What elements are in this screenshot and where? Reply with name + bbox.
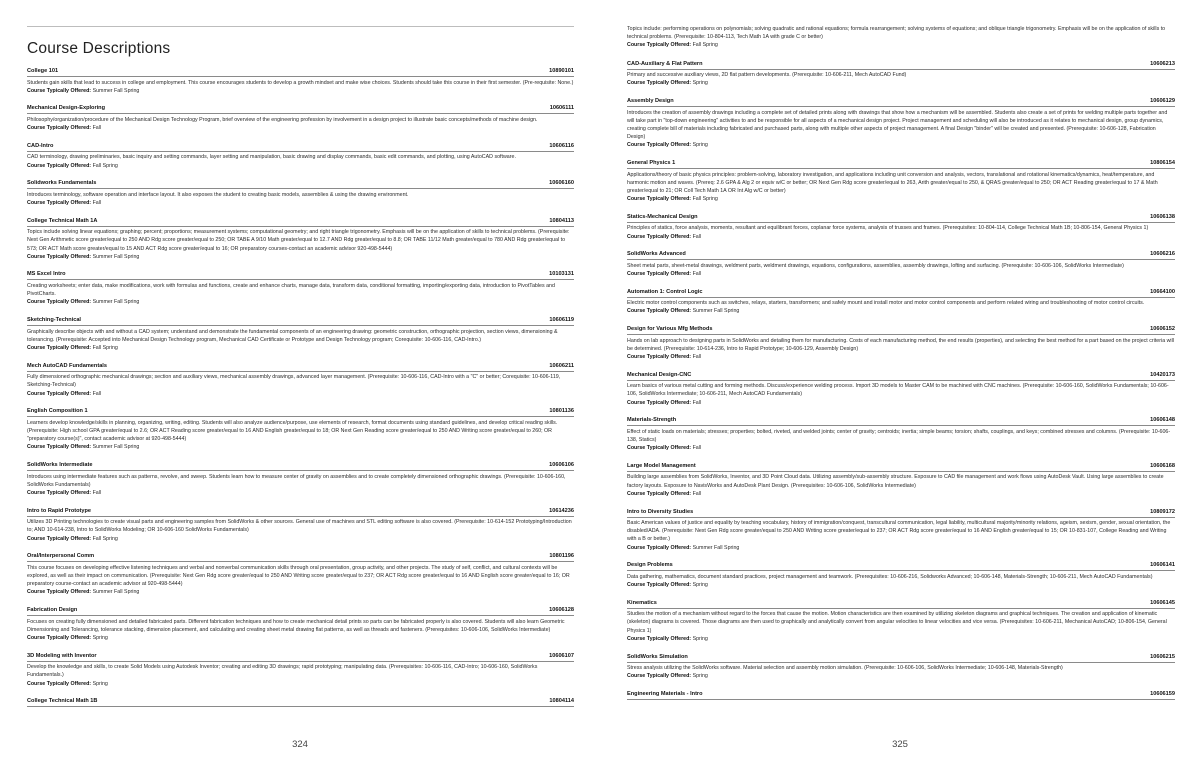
course-entry bbox=[627, 654, 1175, 681]
course-entry bbox=[27, 317, 574, 352]
course-name: Statics-Mechanical Design bbox=[627, 213, 698, 220]
offered-label: Course Typically Offered: bbox=[27, 390, 92, 397]
offered-value: Fall Spring bbox=[92, 344, 118, 351]
course-entry bbox=[27, 698, 574, 707]
course-header bbox=[27, 317, 574, 326]
course-header bbox=[27, 508, 574, 517]
offered-label: Course Typically Offered: bbox=[27, 253, 92, 260]
offered-value: Fall bbox=[92, 199, 102, 206]
offered-label: Course Typically Offered: bbox=[627, 635, 692, 642]
offered-label: Course Typically Offered: bbox=[27, 535, 92, 542]
course-code: 10420173 bbox=[1150, 371, 1175, 378]
course-name: Design for Various Mfg Methods bbox=[627, 326, 713, 333]
course-code: 10606211 bbox=[549, 362, 574, 369]
course-description: Effect of static loads on materials; stresses; properties; bolted, riveted, and welded joints; center of gravity; centroids; inertia; simple beams; torsion; shafts, couplings, and keys; combined stresses and columns. (Prerequisite: 10-606-138, Statics) bbox=[627, 428, 1171, 443]
offered-value: Summer Fall Spring bbox=[92, 589, 140, 596]
course-name: Intro to Diversity Studies bbox=[627, 508, 694, 515]
course-code: 10806154 bbox=[1150, 160, 1175, 167]
offered-value: Fall bbox=[692, 445, 702, 452]
course-name: SolidWorks Advanced bbox=[627, 251, 686, 258]
course-offered bbox=[27, 344, 574, 352]
course-code: 10606148 bbox=[1150, 417, 1175, 424]
course-offered bbox=[27, 489, 574, 497]
course-entry bbox=[627, 289, 1175, 316]
course-entry bbox=[27, 408, 574, 451]
page-number-left: 324 bbox=[292, 739, 308, 750]
offered-value: Summer Fall Spring bbox=[92, 444, 140, 451]
course-header bbox=[627, 289, 1175, 298]
offered-label: Course Typically Offered: bbox=[27, 162, 92, 169]
offered-value: Summer Fall Spring bbox=[692, 308, 740, 315]
course-code: 10606213 bbox=[1150, 60, 1175, 67]
course-entry bbox=[627, 214, 1175, 241]
course-header bbox=[627, 326, 1175, 335]
course-header bbox=[627, 251, 1175, 260]
offered-value: Spring bbox=[692, 673, 708, 680]
course-code: 10801196 bbox=[549, 553, 574, 560]
course-offered bbox=[627, 195, 1175, 203]
course-name: General Physics 1 bbox=[627, 160, 676, 167]
course-entry bbox=[627, 691, 1175, 700]
course-name: Materials-Strength bbox=[627, 417, 677, 424]
offered-label: Course Typically Offered: bbox=[627, 233, 692, 240]
course-code: 10606111 bbox=[549, 105, 574, 112]
course-name: Design Problems bbox=[627, 562, 673, 569]
course-header bbox=[27, 68, 574, 77]
course-description: Graphically describe objects with and without a CAD system; understand and demonstrate the fundamental components of an engineering drawing: geometric construction, orthographic projection, section views, dimensioning & tolerancing. (Prerequisite: Accepted into Mechanical Design Technology program, Mechanical CAD Certificate or Prototype and Design Technology program; Corequisite: 10-606-116, CAD-Intro.) bbox=[27, 328, 558, 343]
offered-label: Course Typically Offered: bbox=[27, 344, 92, 351]
course-code: 10606215 bbox=[1150, 653, 1175, 660]
offered-label: Course Typically Offered: bbox=[627, 582, 692, 589]
offered-label: Course Typically Offered: bbox=[27, 444, 92, 451]
course-header bbox=[627, 61, 1175, 70]
offered-value: Fall bbox=[92, 390, 102, 397]
course-entry bbox=[627, 509, 1175, 552]
offered-value: Fall Spring bbox=[92, 162, 118, 169]
offered-label: Course Typically Offered: bbox=[627, 42, 692, 49]
continued-entry bbox=[627, 25, 1175, 50]
course-code: 10606107 bbox=[549, 652, 574, 659]
offered-label: Course Typically Offered: bbox=[627, 196, 692, 203]
course-name: College Technical Math 1B bbox=[27, 698, 98, 705]
course-description: Students gain skills that lead to success in college and employment. This course encourages students to develop a growth mindset and make wise choices. Students should take this course in their first semester. (Pre-requisite: None.) bbox=[27, 79, 574, 86]
course-code: 10614236 bbox=[549, 507, 574, 514]
course-code: 10890101 bbox=[549, 68, 574, 74]
course-entry bbox=[627, 98, 1175, 150]
offered-label: Course Typically Offered: bbox=[627, 270, 692, 277]
offered-value: Fall Spring bbox=[92, 535, 118, 542]
course-offered bbox=[27, 588, 574, 596]
offered-label: Course Typically Offered: bbox=[627, 142, 692, 149]
course-offered bbox=[27, 124, 574, 132]
course-code: 10606129 bbox=[1150, 98, 1175, 105]
offered-label: Course Typically Offered: bbox=[627, 399, 692, 406]
course-description: Topics include solving linear equations; graphing; percent; proportions; measurement systems; computational geometry; and right triangle trigonometry. Emphasis will be on the application of skills to technical problems. (Prerequisite: Next Gen Arithmetic score greater/equal to 250 AND Rdg score greater/equal to 250; OR TABE A 9/10 Math greater/equal to 12.7 AND Rdg greater/equal to 8.8; OR TABE 11/12 Math greater/equal to 780 AND Rdg greater/equal to 573; OR ACT Math score greater/equal to 15 AND ACT Rdg score greater/equal to 16; OR preparatory courses-contact an academic advisor 920-498-5444) bbox=[27, 229, 570, 252]
course-name: Mech AutoCAD Fundamentals bbox=[27, 362, 107, 369]
course-header bbox=[27, 143, 574, 152]
course-entry bbox=[627, 417, 1175, 452]
course-header bbox=[627, 372, 1175, 381]
course-header bbox=[27, 218, 574, 227]
right-page bbox=[627, 0, 1175, 776]
course-code: 10606119 bbox=[549, 317, 574, 324]
course-header bbox=[27, 408, 574, 417]
course-entry bbox=[627, 61, 1175, 88]
course-entry bbox=[627, 562, 1175, 589]
course-offered bbox=[27, 634, 574, 642]
page-title: Course Descriptions bbox=[27, 40, 171, 57]
course-header bbox=[627, 654, 1175, 663]
course-offered bbox=[27, 535, 574, 543]
offered-value: Fall bbox=[692, 399, 702, 406]
course-code: 10606159 bbox=[1150, 690, 1175, 697]
course-offered bbox=[627, 544, 1175, 552]
course-name: 3D Modeling with Inventor bbox=[27, 652, 97, 659]
course-header bbox=[627, 417, 1175, 426]
course-entry bbox=[27, 607, 574, 642]
course-name: Mechanical Design-Exploring bbox=[27, 105, 106, 112]
offered-value: Spring bbox=[692, 635, 708, 642]
offered-label: Course Typically Offered: bbox=[627, 80, 692, 87]
course-header bbox=[27, 698, 574, 707]
course-description: Introduces the creation of assembly drawings including a complete set of detailed prints along with drawings that show how a mechanism will be assembled. Students also create a set of prints for welding multiple parts together and will take part in "top-down engineering" activities to and be responsible for all aspects of a mechanical design project. Project management and scheduling will also be introduced as it relates to mechanical design, group dynamics, creating complete bill of materials including fabricated and purchased parts, along with multiple other aspects of project management. A final Design "binder" will be created and presented. (Prerequisite: 10-606-128, Fabrication Design) bbox=[627, 109, 1168, 141]
course-offered bbox=[27, 253, 574, 261]
course-entry bbox=[27, 462, 574, 497]
course-entry bbox=[627, 251, 1175, 278]
offered-value: Summer Fall Spring bbox=[92, 253, 140, 260]
course-offered bbox=[627, 233, 1175, 241]
course-name: Kinematics bbox=[627, 599, 657, 606]
offered-value: Fall bbox=[692, 353, 702, 360]
course-description: Sheet metal parts, sheet-metal drawings, weldment parts, weldment drawings, equations, configurations, assemblies, assembly drawings, lofting and surfacing. (Prerequisite: 10-606-106, SolidWorks Intermediate) bbox=[627, 262, 1124, 269]
course-code: 10606141 bbox=[1150, 562, 1175, 569]
course-description: Develop the knowledge and skills, to create Solid Models using Autodesk Inventor; creating and editing 3D drawings; rapid prototyping; manipulating data. (Prerequisites: 10-606-116, CAD-Intro; 10-606-160, SolidWorks Fundamentals.) bbox=[27, 664, 538, 679]
course-description: Data gathering, mathematics, document standard practices, project management and teamwork. (Prerequisites: 10-606-216, Solidworks Advanced; 10-606-148, Materials-Strength; 10-606-211, Mech AutoCAD Fundamentals) bbox=[627, 573, 1153, 580]
course-header bbox=[627, 463, 1175, 472]
course-description: Primary and successive auxiliary views, 2D flat pattern developments. (Prerequisite: 10-606-211, Mech AutoCAD Fund) bbox=[627, 72, 907, 79]
page-number-right: 325 bbox=[892, 739, 908, 750]
course-description: Hands on lab approach to designing parts in SolidWorks and detailing them for manufacturing. Costs of each manufacturing method, the end results (properties), and selecting the best method for a part based on the project criteria will be determined. (Prerequisite: 10-614-236, Intro to Rapid Prototype; 10-606-129, Assembly Design) bbox=[627, 337, 1174, 352]
offered-label: Course Typically Offered: bbox=[27, 199, 92, 206]
course-header bbox=[627, 600, 1175, 609]
course-name: Engineering Materials - Intro bbox=[627, 690, 703, 697]
course-offered bbox=[627, 307, 1175, 315]
course-header bbox=[27, 363, 574, 372]
course-code: 10606145 bbox=[1150, 599, 1175, 606]
offered-label: Course Typically Offered: bbox=[27, 299, 92, 306]
course-description: This course focuses on developing effective listening techniques and verbal and nonverbal communication skills through oral presentation, group activity, and other projects. The study of self, conflict, and cultural contexts will be explored, as well as their impact on communication. (Prerequisite: Next Gen Rdg score greater/equal to 250 AND Writing score greater/equal to 237; OR ACT Rdg score greater/equal to 16 AND English score greater/equal to 16; OR preparatory course-contact an academic advisor at 920-498-5444) bbox=[27, 564, 570, 588]
course-entry bbox=[27, 218, 574, 261]
course-offered bbox=[627, 353, 1175, 361]
course-description: Fully dimensioned orthographic mechanical drawings; section and auxiliary views, mechanical assembly drawings, advanced layer management. (Prerequisite: 10-606-116, CAD-Intro with a "C" or better; Corequisite: 10-606-119, Sketching-Technical) bbox=[27, 374, 561, 389]
course-name: Large Model Management bbox=[627, 462, 696, 469]
offered-value: Fall Spring bbox=[692, 196, 718, 203]
offered-label: Course Typically Offered: bbox=[27, 87, 92, 94]
offered-value: Spring bbox=[92, 680, 108, 687]
course-entry bbox=[27, 105, 574, 132]
course-code: 10606128 bbox=[549, 607, 574, 614]
offered-label: Course Typically Offered: bbox=[627, 544, 692, 551]
course-offered bbox=[627, 270, 1175, 278]
offered-value: Fall bbox=[92, 489, 102, 496]
offered-label: Course Typically Offered: bbox=[627, 445, 692, 452]
course-header bbox=[627, 562, 1175, 571]
course-description: Applications/theory of basic physics principles: problem-solving, laboratory investigation, and applications including unit conversion and analysis, vectors, translational and rotational kinematics/dynamics, heat/temperature, and harmonic motion and waves. (Prereq: 2.6 GPA & Alg 2 or equiv w/C or better; OR Next Gen Rdg score greater/equal to 263, Arith greater/equal to 250, & QRAS greater/equal to 250; OR ACT Reading greater/equal to 17 & Math greater/equal to 21; OR Coll Tech Math 1A OR Int Alg w/C or better) bbox=[627, 171, 1158, 194]
offered-label: Course Typically Offered: bbox=[27, 589, 92, 596]
course-code: 10804113 bbox=[549, 217, 574, 224]
course-entry bbox=[627, 326, 1175, 361]
course-list-left bbox=[27, 68, 574, 718]
course-offered bbox=[627, 399, 1175, 407]
course-offered bbox=[627, 490, 1175, 498]
course-entry bbox=[27, 180, 574, 207]
course-header bbox=[27, 180, 574, 189]
course-description: Building large assemblies from SolidWorks, Inventor, and 3D Point Cloud data. Utilizing assembly/sub-assembly structure. Exposure to CAD file management and work flows using AutoDesk Vault. Using large assemblies to create factory layouts. Exposure to NavisWorks and AutoDesk Plant Design. (Prerequisites: 10-606-106, SolidWorks Intermediate) bbox=[627, 474, 1164, 489]
course-description: Principles of statics, force analysis, moments, resultant and equilibrant forces, coplanar force systems, analysis of trusses and frames. (Prerequisites: 10-804-114, College Technical Math 1B; 10-806-154, General Physics 1) bbox=[627, 225, 1149, 232]
course-code: 10606168 bbox=[1150, 462, 1175, 469]
course-entry bbox=[27, 143, 574, 170]
course-code: 10606216 bbox=[1150, 251, 1175, 258]
course-description: Introduces terminology, software operation and interface layout. It also exposes the student to creating basic models, assemblies & using the drawing environment. bbox=[27, 191, 409, 198]
course-header bbox=[627, 160, 1175, 169]
offered-value: Spring bbox=[692, 80, 708, 87]
course-description: Learners develop knowledge/skills in planning, organizing, writing, editing. Students will also analyze audience/purpose, use elements of research, format documents using standard guidelines, and develop critical reading skills. (Prerequisite: High school GPA greater/equal to 2.6; OR ACT Reading score greater/equal to 16 AND English greater/equal to 18; OR Next Gen Reading score greater/equal to 250 AND Writing score greater/equal to 260; OR "preparatory course(s)", contact academic advisor at 920-498-5444) bbox=[27, 419, 558, 443]
offered-label: Course Typically Offered: bbox=[27, 125, 92, 132]
offered-value: Summer Fall Spring bbox=[92, 87, 140, 94]
course-entry bbox=[627, 600, 1175, 643]
offered-value: Fall bbox=[692, 270, 702, 277]
course-name: Fabrication Design bbox=[27, 607, 78, 614]
course-offered bbox=[627, 444, 1175, 452]
offered-label: Course Typically Offered: bbox=[27, 680, 92, 687]
course-header bbox=[627, 691, 1175, 700]
offered-value: Fall bbox=[92, 125, 102, 132]
offered-value: Spring bbox=[692, 582, 708, 589]
course-header bbox=[27, 462, 574, 471]
offered-value: Summer Fall Spring bbox=[692, 544, 740, 551]
course-header bbox=[27, 553, 574, 562]
course-description: Creating worksheets; enter data, make modifications, work with formulas and functions, create and enhance charts, manage data, transform data, conditional formatting, importing/exporting data, introduction to PivotTables and PivotCharts. bbox=[27, 282, 555, 298]
course-entry bbox=[627, 463, 1175, 498]
course-name: CAD-Intro bbox=[27, 142, 54, 149]
offered-label: Course Typically Offered: bbox=[27, 489, 92, 496]
course-offered bbox=[27, 199, 574, 207]
course-header bbox=[27, 607, 574, 616]
course-name: CAD-Auxiliary & Flat Pattern bbox=[627, 60, 703, 67]
course-header bbox=[627, 509, 1175, 518]
course-header bbox=[627, 98, 1175, 107]
course-header bbox=[27, 271, 574, 280]
course-offered bbox=[627, 635, 1175, 643]
course-offered bbox=[627, 581, 1175, 589]
course-code: 10606138 bbox=[1150, 213, 1175, 220]
offered-label: Course Typically Offered: bbox=[627, 490, 692, 497]
course-code: 10606106 bbox=[549, 462, 574, 469]
course-code: 10809172 bbox=[1150, 508, 1175, 515]
course-offered bbox=[27, 298, 574, 306]
course-code: 10804114 bbox=[549, 698, 574, 705]
course-offered bbox=[27, 390, 574, 398]
course-code: 10606116 bbox=[549, 142, 574, 149]
course-description: Electric motor control components such as switches, relays, starters, transformers; and safely mount and install motor and motor control components and perform related wiring and troubleshooting of motor control circuits. bbox=[627, 300, 1145, 307]
course-name: College Technical Math 1A bbox=[27, 217, 98, 224]
course-offered bbox=[27, 162, 574, 170]
course-entry bbox=[27, 363, 574, 398]
course-description: Focuses on creating fully dimensioned and detailed fabricated parts. Different fabrication techniques and how to create mechanical detail prints so parts can be fabricated properly is also covered. Students will also learn Geometric Dimensioning and Tolerancing, tolerance stacking, dimension placement, and calculating and creating sheet metal drawing flat patterns, as well as threads and fasteners. (Prerequisites: 10-606-106, SolidWorks Intermediate) bbox=[27, 618, 565, 633]
course-code: 10606160 bbox=[549, 180, 574, 187]
offered-value: Fall bbox=[692, 490, 702, 497]
course-header bbox=[27, 653, 574, 662]
left-page bbox=[27, 0, 574, 776]
offered-label: Course Typically Offered: bbox=[627, 353, 692, 360]
course-entry bbox=[627, 372, 1175, 407]
course-name: SolidWorks Simulation bbox=[627, 653, 688, 660]
course-header bbox=[27, 105, 574, 114]
course-entry bbox=[27, 271, 574, 306]
course-offered bbox=[627, 41, 1175, 49]
offered-value: Fall Spring bbox=[692, 42, 718, 49]
course-offered bbox=[27, 680, 574, 688]
course-list-right bbox=[627, 25, 1175, 710]
course-offered bbox=[627, 672, 1175, 680]
course-name: English Composition 1 bbox=[27, 408, 88, 415]
course-offered bbox=[27, 443, 574, 451]
course-entry bbox=[27, 553, 574, 596]
course-name: Sketching-Technical bbox=[27, 317, 81, 324]
course-offered bbox=[627, 79, 1175, 87]
course-code: 10801136 bbox=[549, 408, 574, 415]
course-description: Basic American values of justice and equality by teaching vocabulary, history of immigration/conquest, transcultural communication, legal liability, multicultural majority/minority relations, ageism, sexism, gender, sexual orientation, the disabled/ADA. (Prerequisite: Next Gen Rdg score greater/equal to 250 AND Writing score greater/equal to 237; OR ACT Rdg score greater/equal to 16 AND English greater/equal to 15; OR 10-831-107, College Reading and Writing with a B or better.) bbox=[627, 520, 1171, 543]
course-description: Studies the motion of a mechanism without regard to the forces that cause the motion. Motion characteristics are then examined by utilizing skeleton diagrams and graphical techniques. The creation and application of kinematic (skeleton) diagrams is covered. Those diagrams are then used to graphically and analytically convert from angular velocities to linear velocities and vice versa. (Prerequisites: 10-606-211, Mechanical AutoCAD; 10-806-154, General Physics 1) bbox=[627, 611, 1167, 634]
course-name: SolidWorks Intermediate bbox=[27, 462, 93, 469]
offered-label: Course Typically Offered: bbox=[627, 308, 692, 315]
course-offered bbox=[627, 141, 1175, 149]
offered-label: Course Typically Offered: bbox=[627, 673, 692, 680]
course-name: Solidworks Fundamentals bbox=[27, 180, 97, 187]
course-name: Assembly Design bbox=[627, 98, 674, 105]
course-description: Introduces using intermediate features such as patterns, revolve, and sweep. Students learn how to measure center of gravity on assemblies and to create completely dimensioned orthographic drawings. (Prerequisite: 10-606-160, SolidWorks Fundamentals) bbox=[27, 473, 566, 488]
course-description: Stress analysis utilizing the SolidWorks software. Material selection and assembly motion simulation. (Prerequisite: 10-606-106, SolidWorks Intermediate; 10-606-148, Materials-Strength) bbox=[627, 665, 1063, 672]
course-description: CAD terminology, drawing preliminaries, basic inquiry and setting commands, layer setting and manipulation, basic drawing and display commands, basic edit commands, and plotting, using AutoCAD software. bbox=[27, 154, 516, 161]
offered-label: Course Typically Offered: bbox=[27, 635, 92, 642]
course-entry bbox=[27, 508, 574, 543]
offered-value: Summer Fall Spring bbox=[92, 299, 140, 306]
course-code: 10664100 bbox=[1150, 288, 1175, 295]
course-name: MS Excel Intro bbox=[27, 271, 66, 278]
course-code: 10103131 bbox=[549, 271, 574, 278]
course-entry bbox=[27, 68, 574, 95]
course-entry bbox=[27, 653, 574, 688]
course-description: Philosophy/organization/procedure of the Mechanical Design Technology Program, brief overview of the engineering profession by involvement in a design project to illustrate basic concepts/methods of machine design. bbox=[27, 116, 538, 123]
course-description: Utilizes 3D Printing technologies to create visual parts and engineering samples from SolidWorks & other sources. General use of machines and STL editing software is also covered. (Prerequisite: 10-614-152 Prototyping/Introduction to; AND 10-614-238, Intro to SolidWorks Modeling; OR 10-606-160 SolidWorks Fundamentals) bbox=[27, 519, 572, 534]
course-header bbox=[627, 214, 1175, 223]
course-description: Learn basics of various metal cutting and forming methods. Discuss/experience welding process. Import 3D models to Master CAM to be machined with CNC machines. (Prerequisite: 10-606-160, SolidWorks Fundamentals; 10-606-106, SolidWorks Intermediate; 10-606-211, Mech AutoCAD Fundamentals) bbox=[627, 383, 1169, 398]
offered-value: Spring bbox=[92, 635, 108, 642]
course-entry bbox=[627, 160, 1175, 203]
course-name: Mechanical Design-CNC bbox=[627, 371, 692, 378]
course-name: College 101 bbox=[27, 68, 59, 74]
course-offered bbox=[27, 87, 574, 95]
course-code: 10606152 bbox=[1150, 326, 1175, 333]
offered-value: Fall bbox=[692, 233, 702, 240]
offered-value: Spring bbox=[692, 142, 708, 149]
course-name: Oral/Interpersonal Comm bbox=[27, 553, 95, 560]
course-name: Intro to Rapid Prototype bbox=[27, 507, 92, 514]
course-description: Topics include: performing operations on polynomials; solving quadratic and rational equations; formula rearrangement; solving systems of equations; and oblique triangle trigonometry. Emphasis will be on the application of skills to technical problems. (Prerequisite: 10-804-113, Tech Math 1A with grade C or better) bbox=[627, 26, 1166, 41]
course-name: Automation 1: Control Logic bbox=[627, 288, 703, 295]
